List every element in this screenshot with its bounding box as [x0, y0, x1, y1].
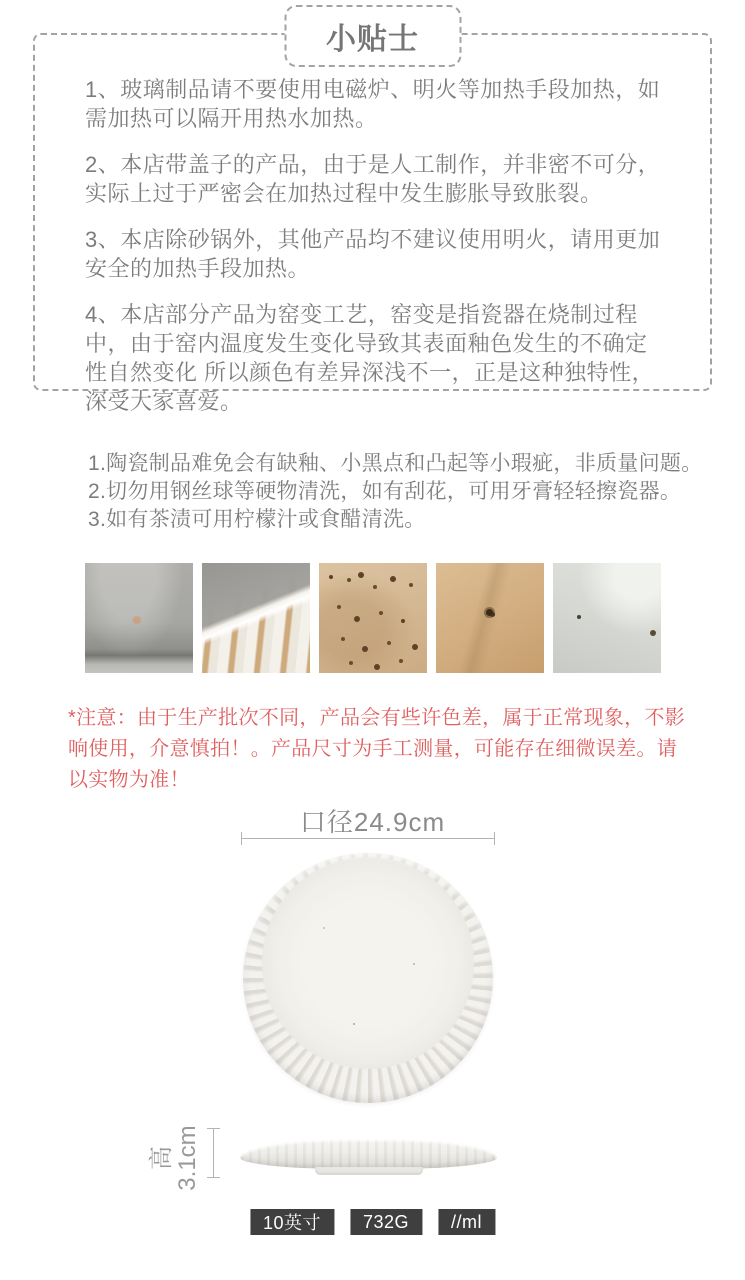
tips-title-badge: 小贴士 [284, 5, 461, 67]
care-note-1: 1.陶瓷制品难免会有缺釉、小黑点和凸起等小瑕疵，非质量问题。 [88, 452, 703, 475]
dark-spot-glaze-photo [436, 563, 544, 673]
height-label-prefix: 高 [148, 1146, 175, 1170]
color-difference-notice: *注意：由于生产批次不同，产品会有些许色差，属于正常现象，不影响使用，介意慎拍！。产品尺寸为手工测量，可能存在细微误差。请以实物为准！ [68, 707, 686, 791]
care-notes [88, 450, 703, 534]
black-dots-glaze-photo [553, 563, 661, 673]
diameter-label: 口径24.9cm [299, 807, 446, 837]
volume-badge: //ml [438, 1209, 495, 1235]
height-label-value: 3.1cm [174, 1125, 201, 1191]
spec-badges [250, 1209, 495, 1235]
plate-top-view-image [243, 853, 493, 1103]
defect-photo-strip [85, 563, 661, 673]
diameter-measure-line [241, 838, 495, 839]
tip-paragraph-1: 1、玻璃制品请不要使用电磁炉、明火等加热手段加热，如需加热可以隔开用热水加热。 [85, 77, 661, 131]
size-badge: 10英寸 [250, 1209, 334, 1235]
care-note-2: 2.切勿用钢丝球等硬物清洗，如有刮花，可用牙膏轻轻擦瓷器。 [88, 480, 682, 503]
care-note-3: 3.如有茶渍可用柠檬汁或食醋清洗。 [88, 508, 426, 531]
gray-glaze-flaw-photo [85, 563, 193, 673]
speckled-glaze-photo [319, 563, 427, 673]
tip-paragraph-4: 4、本店部分产品为窑变工艺，窑变是指瓷器在烧制过程中，由于窑内温度发生变化导致其表面釉色发生的不确定性自然变化 所以颜色有差异深浅不一，正是这种独特性，深受大家喜爱。 [85, 302, 655, 414]
tips-box [33, 33, 712, 414]
tip-paragraph-3: 3、本店除砂锅外，其他产品均不建议使用明火，请用更加安全的加热手段加热。 [85, 227, 661, 281]
height-label [141, 1122, 209, 1194]
fluted-rim-glaze-streaks-photo [202, 563, 310, 673]
weight-badge: 732G [350, 1209, 422, 1235]
height-measure-line [213, 1128, 214, 1178]
plate-side-view-image [240, 1139, 497, 1169]
tip-paragraph-2: 2、本店带盖子的产品，由于是人工制作，并非密不可分，实际上过于严密会在加热过程中发生膨胀导致胀裂。 [85, 152, 661, 206]
